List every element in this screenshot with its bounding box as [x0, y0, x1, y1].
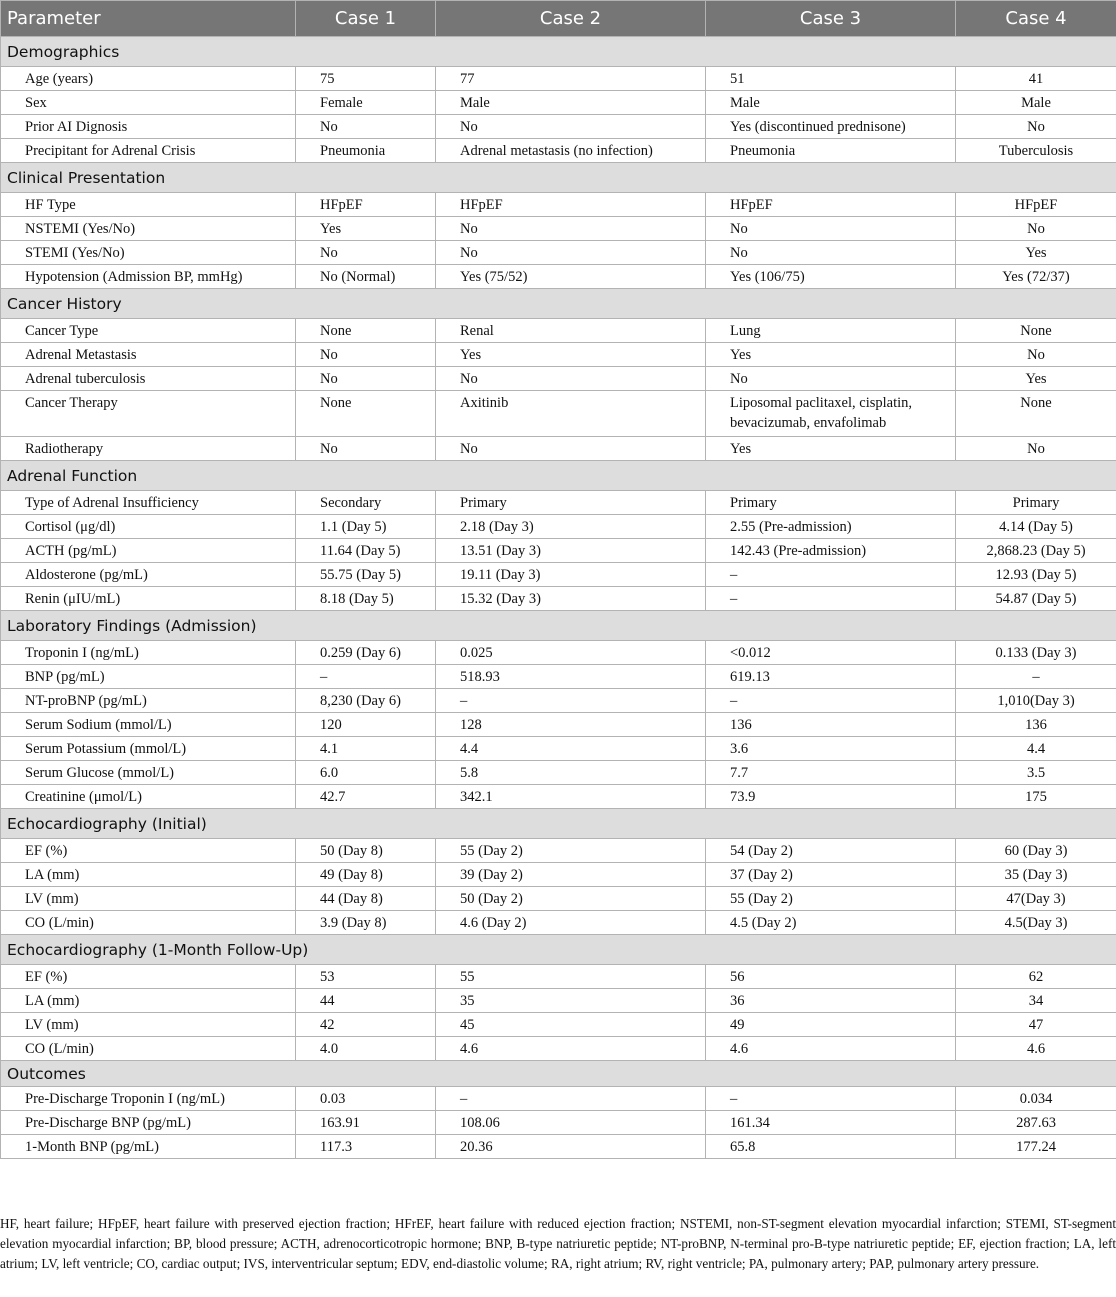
case-3-cell: No: [706, 241, 956, 265]
case-3-cell: <0.012: [706, 641, 956, 665]
table-row: [1, 491, 1116, 515]
table-row: [1, 641, 1116, 665]
parameter-cell: Hypotension (Admission BP, mmHg): [1, 265, 296, 289]
case-1-cell: 1.1 (Day 5): [296, 515, 436, 539]
section-title: Clinical Presentation: [1, 163, 1116, 193]
case-2-cell: 55: [436, 965, 706, 989]
table-row: [1, 887, 1116, 911]
case-2-cell: 35: [436, 989, 706, 1013]
case-2-cell: No: [436, 241, 706, 265]
parameter-cell: Adrenal Metastasis: [1, 343, 296, 367]
case-2-cell: 15.32 (Day 3): [436, 587, 706, 611]
case-3-cell: 49: [706, 1013, 956, 1037]
case-2-cell: 77: [436, 67, 706, 91]
table-row: [1, 217, 1116, 241]
case-4-cell: 4.5(Day 3): [956, 911, 1116, 935]
header-case-3: Case 3: [706, 1, 956, 37]
case-2-cell: Axitinib: [436, 391, 706, 437]
table-row: [1, 737, 1116, 761]
case-1-cell: No: [296, 343, 436, 367]
case-2-cell: 39 (Day 2): [436, 863, 706, 887]
case-4-cell: 34: [956, 989, 1116, 1013]
case-4-cell: 0.133 (Day 3): [956, 641, 1116, 665]
case-3-cell: 36: [706, 989, 956, 1013]
case-4-cell: 1,010(Day 3): [956, 689, 1116, 713]
section-title: Echocardiography (1-Month Follow-Up): [1, 935, 1116, 965]
case-1-cell: –: [296, 665, 436, 689]
table-row: [1, 241, 1116, 265]
case-2-cell: 45: [436, 1013, 706, 1037]
case-1-cell: 3.9 (Day 8): [296, 911, 436, 935]
table-row: [1, 1087, 1116, 1111]
section-row: [1, 611, 1116, 641]
table-row: [1, 343, 1116, 367]
table-row: [1, 319, 1116, 343]
parameter-cell: Serum Glucose (mmol/L): [1, 761, 296, 785]
section-title: Adrenal Function: [1, 461, 1116, 491]
case-4-cell: 0.034: [956, 1087, 1116, 1111]
parameter-cell: LV (mm): [1, 887, 296, 911]
case-1-cell: 8,230 (Day 6): [296, 689, 436, 713]
case-3-cell: 4.5 (Day 2): [706, 911, 956, 935]
case-4-cell: No: [956, 217, 1116, 241]
case-1-cell: 75: [296, 67, 436, 91]
parameter-cell: CO (L/min): [1, 911, 296, 935]
case-4-cell: 35 (Day 3): [956, 863, 1116, 887]
case-2-cell: Adrenal metastasis (no infection): [436, 139, 706, 163]
case-3-cell: 142.43 (Pre-admission): [706, 539, 956, 563]
case-1-cell: No: [296, 115, 436, 139]
case-1-cell: Female: [296, 91, 436, 115]
table-row: [1, 911, 1116, 935]
case-2-cell: –: [436, 689, 706, 713]
case-1-cell: 50 (Day 8): [296, 839, 436, 863]
parameter-cell: BNP (pg/mL): [1, 665, 296, 689]
case-4-cell: 177.24: [956, 1135, 1116, 1159]
case-2-cell: 4.6: [436, 1037, 706, 1061]
case-1-cell: No: [296, 241, 436, 265]
case-2-cell: No: [436, 115, 706, 139]
case-2-cell: Renal: [436, 319, 706, 343]
case-1-cell: 44: [296, 989, 436, 1013]
parameter-cell: Aldosterone (pg/mL): [1, 563, 296, 587]
case-4-cell: Yes (72/37): [956, 265, 1116, 289]
parameter-cell: HF Type: [1, 193, 296, 217]
parameter-cell: NT-proBNP (pg/mL): [1, 689, 296, 713]
table-row: [1, 539, 1116, 563]
case-2-cell: Male: [436, 91, 706, 115]
table-row: [1, 563, 1116, 587]
parameter-cell: Age (years): [1, 67, 296, 91]
case-4-cell: None: [956, 319, 1116, 343]
case-1-cell: 6.0: [296, 761, 436, 785]
case-1-cell: 120: [296, 713, 436, 737]
parameter-cell: Serum Sodium (mmol/L): [1, 713, 296, 737]
parameter-cell: Cancer Type: [1, 319, 296, 343]
table-footnote: HF, heart failure; HFpEF, heart failure with preserved ejection fraction; HFrEF, heart failure with reduced ejection fraction; NSTEMI, non-ST-segment elevation myocardial infarction; STEMI, ST-segment elevation myocardial infarction; BP, blood pressure; ACTH, adrenocorticotropic hormone; BNP, B-type natriuretic peptide; NT-proBNP, N-terminal pro-B-type natriuretic peptide; EF, ejection fraction; LA, left atrium; LV, left ventricle; CO, cardiac output; IVS, interventricular septum; EDV, end-diastolic volume; RA, right atrium; RV, right ventricle; PA, pulmonary artery; PAP, pulmonary artery pressure.: [0, 1216, 1116, 1271]
table-row: [1, 1111, 1116, 1135]
case-3-cell: Yes: [706, 437, 956, 461]
table-row: [1, 265, 1116, 289]
case-1-cell: 11.64 (Day 5): [296, 539, 436, 563]
case-3-cell: HFpEF: [706, 193, 956, 217]
case-4-cell: HFpEF: [956, 193, 1116, 217]
case-3-cell: –: [706, 1087, 956, 1111]
parameter-cell: Pre-Discharge Troponin I (ng/mL): [1, 1087, 296, 1111]
case-3-cell: 161.34: [706, 1111, 956, 1135]
section-title: Demographics: [1, 37, 1116, 67]
parameter-cell: Pre-Discharge BNP (pg/mL): [1, 1111, 296, 1135]
case-3-cell: 2.55 (Pre-admission): [706, 515, 956, 539]
parameter-cell: Radiotherapy: [1, 437, 296, 461]
case-3-cell: 3.6: [706, 737, 956, 761]
header-parameter: Parameter: [1, 1, 296, 37]
table-row: [1, 587, 1116, 611]
parameter-cell: Renin (μIU/mL): [1, 587, 296, 611]
case-3-cell: Lung: [706, 319, 956, 343]
case-1-cell: None: [296, 319, 436, 343]
case-3-cell: –: [706, 563, 956, 587]
table-row: [1, 863, 1116, 887]
case-3-cell: 7.7: [706, 761, 956, 785]
case-4-cell: 4.6: [956, 1037, 1116, 1061]
case-4-cell: 47: [956, 1013, 1116, 1037]
case-2-cell: 19.11 (Day 3): [436, 563, 706, 587]
case-1-cell: No: [296, 367, 436, 391]
parameter-cell: 1-Month BNP (pg/mL): [1, 1135, 296, 1159]
table-row: [1, 689, 1116, 713]
case-3-cell: Yes: [706, 343, 956, 367]
parameter-cell: Prior AI Dignosis: [1, 115, 296, 139]
case-4-cell: 47(Day 3): [956, 887, 1116, 911]
table-row: [1, 785, 1116, 809]
case-2-cell: 0.025: [436, 641, 706, 665]
section-row: [1, 1061, 1116, 1087]
case-4-cell: 287.63: [956, 1111, 1116, 1135]
parameter-cell: Troponin I (ng/mL): [1, 641, 296, 665]
case-2-cell: 4.6 (Day 2): [436, 911, 706, 935]
case-1-cell: HFpEF: [296, 193, 436, 217]
case-2-cell: 4.4: [436, 737, 706, 761]
table-row: [1, 965, 1116, 989]
case-2-cell: 55 (Day 2): [436, 839, 706, 863]
case-2-cell: –: [436, 1087, 706, 1111]
case-2-cell: 2.18 (Day 3): [436, 515, 706, 539]
case-3-cell: 37 (Day 2): [706, 863, 956, 887]
table-row: [1, 115, 1116, 139]
section-row: [1, 289, 1116, 319]
case-2-cell: 50 (Day 2): [436, 887, 706, 911]
case-1-cell: 44 (Day 8): [296, 887, 436, 911]
section-title: Echocardiography (Initial): [1, 809, 1116, 839]
section-title: Cancer History: [1, 289, 1116, 319]
case-3-cell: 136: [706, 713, 956, 737]
case-2-cell: 128: [436, 713, 706, 737]
section-row: [1, 37, 1116, 67]
case-4-cell: –: [956, 665, 1116, 689]
case-3-cell: No: [706, 217, 956, 241]
case-4-cell: No: [956, 343, 1116, 367]
case-4-cell: Yes: [956, 241, 1116, 265]
case-3-cell: –: [706, 689, 956, 713]
case-4-cell: Primary: [956, 491, 1116, 515]
table-body: [1, 37, 1116, 1159]
case-2-cell: 13.51 (Day 3): [436, 539, 706, 563]
case-1-cell: Pneumonia: [296, 139, 436, 163]
case-3-cell: No: [706, 367, 956, 391]
case-3-cell: Yes (106/75): [706, 265, 956, 289]
case-1-cell: 117.3: [296, 1135, 436, 1159]
parameter-cell: ACTH (pg/mL): [1, 539, 296, 563]
parameter-cell: LV (mm): [1, 1013, 296, 1037]
case-3-cell: Yes (discontinued prednisone): [706, 115, 956, 139]
table-row: [1, 367, 1116, 391]
table-row: [1, 139, 1116, 163]
case-4-cell: 3.5: [956, 761, 1116, 785]
header-case-2: Case 2: [436, 1, 706, 37]
section-row: [1, 935, 1116, 965]
table-row: [1, 193, 1116, 217]
parameter-cell: Creatinine (μmol/L): [1, 785, 296, 809]
case-4-cell: 2,868.23 (Day 5): [956, 539, 1116, 563]
case-2-cell: No: [436, 367, 706, 391]
case-4-cell: Male: [956, 91, 1116, 115]
table-row: [1, 839, 1116, 863]
header-row: [1, 1, 1116, 37]
case-3-cell: Liposomal paclitaxel, cisplatin, bevacizumab, envafolimab: [706, 391, 956, 437]
table-row: [1, 391, 1116, 437]
case-4-cell: 54.87 (Day 5): [956, 587, 1116, 611]
case-2-cell: No: [436, 217, 706, 241]
parameter-cell: Cortisol (μg/dl): [1, 515, 296, 539]
case-3-cell: 51: [706, 67, 956, 91]
section-title: Laboratory Findings (Admission): [1, 611, 1116, 641]
case-1-cell: 163.91: [296, 1111, 436, 1135]
section-row: [1, 163, 1116, 193]
case-4-cell: 12.93 (Day 5): [956, 563, 1116, 587]
case-2-cell: 20.36: [436, 1135, 706, 1159]
case-4-cell: 136: [956, 713, 1116, 737]
parameter-cell: EF (%): [1, 965, 296, 989]
case-3-cell: 55 (Day 2): [706, 887, 956, 911]
parameter-cell: Serum Potassium (mmol/L): [1, 737, 296, 761]
case-3-cell: 73.9: [706, 785, 956, 809]
case-4-cell: 4.14 (Day 5): [956, 515, 1116, 539]
case-3-cell: 65.8: [706, 1135, 956, 1159]
case-2-cell: 518.93: [436, 665, 706, 689]
parameter-cell: LA (mm): [1, 863, 296, 887]
case-4-cell: None: [956, 391, 1116, 437]
case-3-cell: Pneumonia: [706, 139, 956, 163]
table-row: [1, 989, 1116, 1013]
section-row: [1, 809, 1116, 839]
case-1-cell: Secondary: [296, 491, 436, 515]
parameter-cell: Precipitant for Adrenal Crisis: [1, 139, 296, 163]
case-3-cell: 619.13: [706, 665, 956, 689]
case-4-cell: 41: [956, 67, 1116, 91]
case-2-cell: 5.8: [436, 761, 706, 785]
case-4-cell: Yes: [956, 367, 1116, 391]
case-1-cell: Yes: [296, 217, 436, 241]
parameter-cell: EF (%): [1, 839, 296, 863]
case-1-cell: 0.03: [296, 1087, 436, 1111]
table-row: [1, 761, 1116, 785]
parameter-cell: Sex: [1, 91, 296, 115]
case-1-cell: 4.1: [296, 737, 436, 761]
case-1-cell: 55.75 (Day 5): [296, 563, 436, 587]
case-4-cell: No: [956, 437, 1116, 461]
case-1-cell: 42.7: [296, 785, 436, 809]
parameter-cell: Type of Adrenal Insufficiency: [1, 491, 296, 515]
case-1-cell: 42: [296, 1013, 436, 1037]
case-3-cell: Primary: [706, 491, 956, 515]
table-row: [1, 665, 1116, 689]
case-3-cell: 4.6: [706, 1037, 956, 1061]
case-2-cell: Yes: [436, 343, 706, 367]
case-3-cell: 54 (Day 2): [706, 839, 956, 863]
case-1-cell: 4.0: [296, 1037, 436, 1061]
case-1-cell: 8.18 (Day 5): [296, 587, 436, 611]
section-row: [1, 461, 1116, 491]
case-4-cell: Tuberculosis: [956, 139, 1116, 163]
table-row: [1, 1037, 1116, 1061]
case-2-cell: 342.1: [436, 785, 706, 809]
case-2-cell: Yes (75/52): [436, 265, 706, 289]
table-row: [1, 1135, 1116, 1159]
case-2-cell: 108.06: [436, 1111, 706, 1135]
parameter-cell: STEMI (Yes/No): [1, 241, 296, 265]
case-1-cell: None: [296, 391, 436, 437]
section-title: Outcomes: [1, 1061, 1116, 1087]
case-1-cell: 0.259 (Day 6): [296, 641, 436, 665]
case-4-cell: 62: [956, 965, 1116, 989]
case-2-cell: Primary: [436, 491, 706, 515]
header-case-1: Case 1: [296, 1, 436, 37]
case-4-cell: No: [956, 115, 1116, 139]
case-3-cell: Male: [706, 91, 956, 115]
table-row: [1, 91, 1116, 115]
parameter-cell: CO (L/min): [1, 1037, 296, 1061]
table-row: [1, 1013, 1116, 1037]
case-1-cell: 49 (Day 8): [296, 863, 436, 887]
parameter-cell: NSTEMI (Yes/No): [1, 217, 296, 241]
case-1-cell: No: [296, 437, 436, 461]
parameter-cell: LA (mm): [1, 989, 296, 1013]
parameter-cell: Adrenal tuberculosis: [1, 367, 296, 391]
case-1-cell: 53: [296, 965, 436, 989]
table-row: [1, 67, 1116, 91]
case-3-cell: –: [706, 587, 956, 611]
case-2-cell: HFpEF: [436, 193, 706, 217]
header-case-4: Case 4: [956, 1, 1116, 37]
table-row: [1, 713, 1116, 737]
case-4-cell: 175: [956, 785, 1116, 809]
case-1-cell: No (Normal): [296, 265, 436, 289]
case-4-cell: 4.4: [956, 737, 1116, 761]
case-4-cell: 60 (Day 3): [956, 839, 1116, 863]
table-row: [1, 515, 1116, 539]
parameter-cell: Cancer Therapy: [1, 391, 296, 437]
table-row: [1, 437, 1116, 461]
case-3-cell: 56: [706, 965, 956, 989]
case-2-cell: No: [436, 437, 706, 461]
